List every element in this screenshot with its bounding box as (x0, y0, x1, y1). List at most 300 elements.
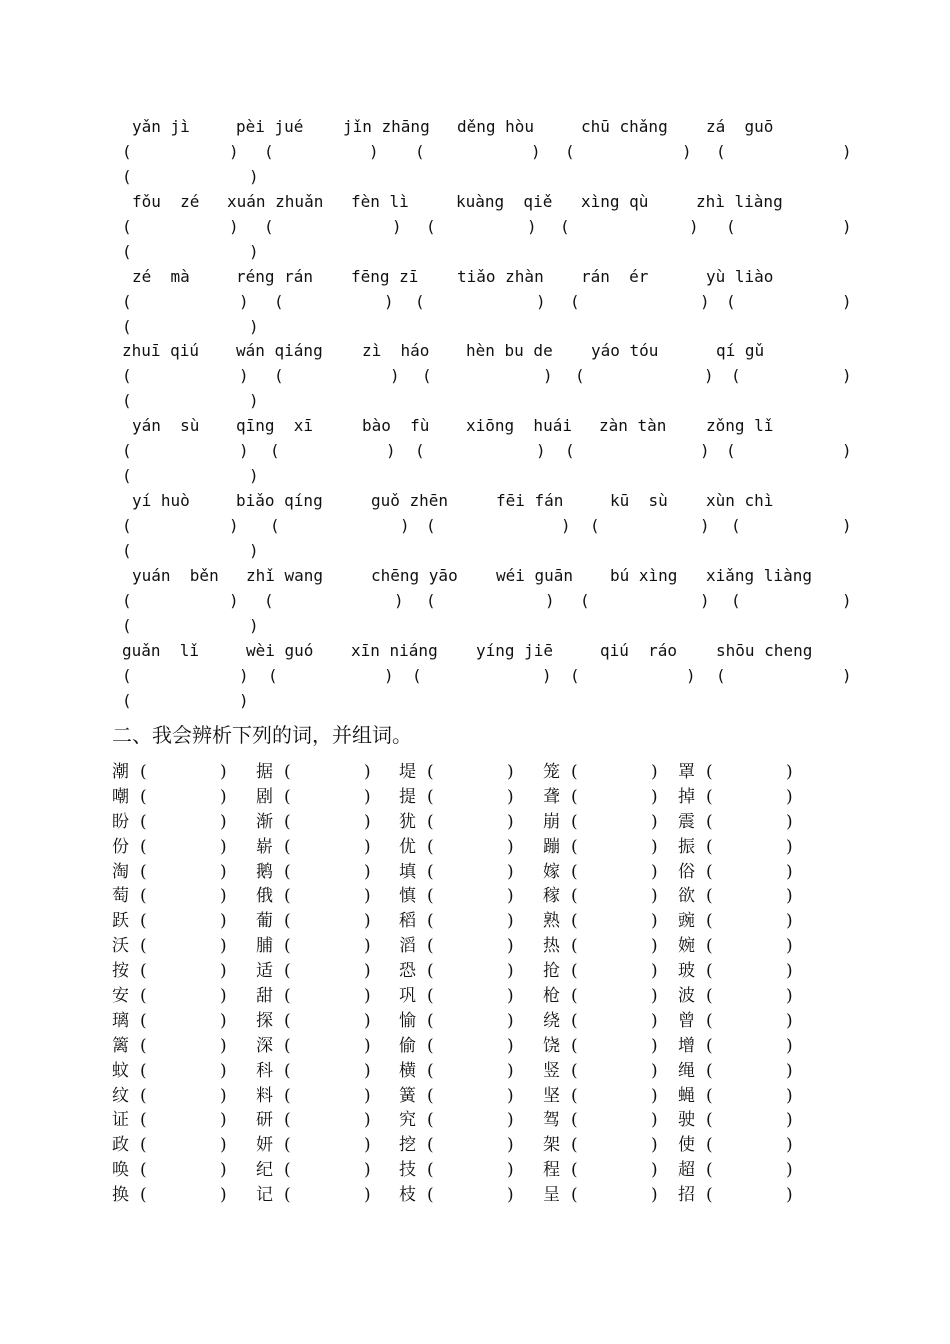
char-row (112, 810, 812, 835)
char-row (112, 1158, 812, 1183)
pinyin-word: qí gǔ (716, 341, 765, 361)
close-paren: ) (682, 142, 692, 161)
open-paren: ( (122, 316, 132, 336)
open-paren: ( (284, 1135, 291, 1156)
open-paren: ( (427, 961, 434, 982)
pinyin-word: kū sù (610, 491, 668, 510)
open-paren: ( (284, 1110, 291, 1131)
open-paren: ( (565, 142, 575, 161)
close-paren: ) (249, 615, 259, 635)
target-character: 提 (399, 786, 416, 807)
target-character: 堤 (399, 762, 416, 782)
pinyin-line (122, 639, 862, 663)
open-paren: ( (706, 986, 713, 1007)
open-paren: ( (570, 665, 580, 685)
answer-parentheses-line (122, 513, 862, 538)
close-paren: ) (220, 836, 227, 857)
char-row (112, 1009, 812, 1034)
target-character: 研 (256, 1110, 273, 1131)
close-paren: ) (507, 986, 514, 1007)
pinyin-word: jǐn zhāng (343, 117, 430, 136)
open-paren: ( (565, 441, 575, 461)
close-paren: ) (686, 665, 696, 685)
target-character: 料 (256, 1085, 273, 1106)
close-paren: ) (239, 665, 249, 685)
pinyin-word: fēi fán (496, 491, 564, 510)
open-paren: ( (571, 1035, 578, 1056)
open-paren: ( (284, 1185, 291, 1206)
close-paren: ) (842, 516, 852, 535)
pinyin-word: děng hòu (457, 117, 535, 136)
close-paren: ) (229, 142, 239, 161)
target-character: 程 (543, 1160, 560, 1181)
open-paren: ( (426, 516, 436, 535)
open-paren: ( (706, 1035, 713, 1056)
close-paren: ) (364, 1185, 371, 1206)
close-paren: ) (507, 1110, 514, 1131)
pinyin-word: wéi guān (496, 565, 574, 585)
open-paren: ( (274, 291, 284, 311)
open-paren: ( (706, 1135, 713, 1156)
open-paren: ( (415, 441, 425, 461)
close-paren: ) (249, 541, 259, 560)
open-paren: ( (284, 961, 291, 982)
close-paren: ) (700, 441, 710, 461)
open-paren: ( (284, 1060, 291, 1081)
char-row (112, 835, 812, 860)
close-paren: ) (220, 1135, 227, 1156)
open-paren: ( (122, 690, 132, 710)
target-character: 俗 (678, 861, 695, 882)
close-paren: ) (239, 291, 249, 311)
open-paren: ( (427, 911, 434, 932)
close-paren: ) (543, 366, 553, 386)
pinyin-word: fèn lì (351, 191, 409, 211)
target-character: 份 (112, 836, 129, 857)
pinyin-group (122, 414, 862, 488)
target-character: 璃 (112, 1010, 129, 1031)
pinyin-word: guǒ zhēn (371, 491, 449, 510)
open-paren: ( (706, 1185, 713, 1206)
char-row (112, 1059, 812, 1084)
open-paren: ( (284, 886, 291, 907)
open-paren: ( (706, 1160, 713, 1181)
close-paren: ) (507, 1010, 514, 1031)
pinyin-word: zǒng lǐ (706, 416, 774, 436)
target-character: 恐 (399, 961, 416, 982)
pinyin-word: zì háo (362, 341, 430, 361)
close-paren: ) (364, 762, 371, 782)
close-paren: ) (392, 216, 402, 236)
target-character: 绳 (678, 1060, 695, 1081)
open-paren: ( (580, 590, 590, 610)
close-paren: ) (786, 1185, 793, 1206)
close-paren: ) (220, 1110, 227, 1131)
target-character: 甜 (256, 986, 273, 1007)
pinyin-word: zá guō (706, 117, 774, 136)
pinyin-line (122, 190, 862, 214)
target-character: 安 (112, 986, 129, 1007)
close-paren: ) (220, 1085, 227, 1106)
target-character: 枪 (543, 986, 560, 1007)
open-paren: ( (122, 441, 132, 461)
close-paren: ) (507, 911, 514, 932)
target-character: 笼 (543, 762, 560, 782)
char-row (112, 884, 812, 909)
open-paren: ( (571, 836, 578, 857)
open-paren: ( (571, 961, 578, 982)
close-paren: ) (384, 291, 394, 311)
target-character: 挖 (399, 1135, 416, 1156)
close-paren: ) (689, 216, 699, 236)
open-paren: ( (726, 441, 736, 461)
char-row (112, 1108, 812, 1133)
close-paren: ) (400, 516, 410, 535)
open-paren: ( (284, 1035, 291, 1056)
target-character: 增 (678, 1035, 695, 1056)
open-paren: ( (571, 1185, 578, 1206)
open-paren: ( (284, 936, 291, 957)
close-paren: ) (651, 961, 658, 982)
close-paren: ) (364, 961, 371, 982)
close-paren: ) (364, 1060, 371, 1081)
open-paren: ( (706, 1110, 713, 1131)
open-paren: ( (706, 836, 713, 857)
open-paren: ( (140, 1110, 147, 1131)
target-character: 脯 (256, 936, 273, 957)
close-paren: ) (842, 665, 852, 685)
close-paren: ) (507, 786, 514, 807)
target-character: 填 (399, 861, 416, 882)
close-paren: ) (220, 886, 227, 907)
open-paren: ( (140, 1035, 147, 1056)
pinyin-word: pèi jué (236, 117, 304, 136)
open-paren: ( (427, 1085, 434, 1106)
pinyin-line (122, 564, 862, 588)
close-paren: ) (364, 911, 371, 932)
close-paren: ) (507, 1060, 514, 1081)
close-paren: ) (786, 961, 793, 982)
answer-parentheses-line (122, 538, 862, 563)
open-paren: ( (427, 1060, 434, 1081)
close-paren: ) (786, 1160, 793, 1181)
char-row (112, 860, 812, 885)
close-paren: ) (364, 1160, 371, 1181)
open-paren: ( (268, 665, 278, 685)
pinyin-word: zàn tàn (599, 416, 667, 436)
close-paren: ) (220, 936, 227, 957)
open-paren: ( (427, 1160, 434, 1181)
close-paren: ) (651, 1010, 658, 1031)
answer-parentheses-line (122, 438, 862, 463)
close-paren: ) (842, 216, 852, 236)
pinyin-word: xiǎng liàng (706, 565, 812, 585)
pinyin-word: zhǐ wang (246, 565, 324, 585)
close-paren: ) (786, 762, 793, 782)
close-paren: ) (239, 441, 249, 461)
close-paren: ) (507, 936, 514, 957)
close-paren: ) (527, 216, 537, 236)
open-paren: ( (706, 786, 713, 807)
target-character: 据 (256, 762, 273, 782)
answer-parentheses-line (122, 289, 862, 314)
pinyin-word: xuán zhuǎn (227, 191, 324, 211)
open-paren: ( (284, 1085, 291, 1106)
target-character: 剧 (256, 786, 273, 807)
open-paren: ( (284, 986, 291, 1007)
close-paren: ) (531, 142, 541, 161)
pinyin-word: tiǎo zhàn (457, 266, 544, 286)
open-paren: ( (422, 366, 432, 386)
open-paren: ( (427, 762, 434, 782)
close-paren: ) (220, 811, 227, 832)
open-paren: ( (571, 1085, 578, 1106)
pinyin-word: wán qiáng (236, 341, 323, 361)
answer-parentheses-line (122, 164, 862, 189)
target-character: 掉 (678, 786, 695, 807)
close-paren: ) (507, 1035, 514, 1056)
answer-parentheses-line (122, 613, 862, 638)
open-paren: ( (706, 961, 713, 982)
pinyin-word: yíng jiē (476, 640, 554, 660)
close-paren: ) (220, 1160, 227, 1181)
target-character: 驾 (543, 1110, 560, 1131)
open-paren: ( (575, 366, 585, 386)
target-character: 呈 (543, 1185, 560, 1206)
close-paren: ) (507, 1135, 514, 1156)
open-paren: ( (140, 1185, 147, 1206)
open-paren: ( (571, 811, 578, 832)
open-paren: ( (571, 861, 578, 882)
close-paren: ) (220, 911, 227, 932)
answer-parentheses-line (122, 139, 862, 164)
target-character: 熟 (543, 911, 560, 932)
close-paren: ) (229, 516, 239, 535)
pinyin-word: bào fù (362, 416, 430, 436)
target-character: 潮 (112, 762, 129, 782)
character-grid (112, 760, 812, 1208)
open-paren: ( (122, 665, 132, 685)
close-paren: ) (220, 1035, 227, 1056)
open-paren: ( (427, 786, 434, 807)
target-character: 饶 (543, 1035, 560, 1056)
close-paren: ) (507, 1160, 514, 1181)
open-paren: ( (427, 986, 434, 1007)
open-paren: ( (140, 811, 147, 832)
open-paren: ( (571, 911, 578, 932)
target-character: 纹 (112, 1085, 129, 1106)
open-paren: ( (427, 1185, 434, 1206)
close-paren: ) (507, 811, 514, 832)
open-paren: ( (706, 811, 713, 832)
close-paren: ) (786, 1010, 793, 1031)
answer-parentheses-line (122, 588, 862, 613)
open-paren: ( (706, 886, 713, 907)
close-paren: ) (700, 291, 710, 311)
open-paren: ( (122, 590, 132, 610)
pinyin-word: hèn bu de (466, 341, 553, 361)
close-paren: ) (651, 911, 658, 932)
target-character: 深 (256, 1035, 273, 1056)
target-character: 渐 (256, 811, 273, 832)
open-paren: ( (571, 1160, 578, 1181)
close-paren: ) (786, 836, 793, 857)
close-paren: ) (507, 961, 514, 982)
char-row (112, 1133, 812, 1158)
close-paren: ) (249, 391, 259, 411)
target-character: 崭 (256, 836, 273, 857)
open-paren: ( (590, 516, 600, 535)
open-paren: ( (122, 366, 132, 386)
pinyin-word: chēng yāo (371, 565, 458, 585)
answer-parentheses-line (122, 363, 862, 388)
open-paren: ( (284, 836, 291, 857)
open-paren: ( (426, 216, 436, 236)
open-paren: ( (122, 516, 132, 535)
char-row (112, 1183, 812, 1208)
target-character: 按 (112, 961, 129, 982)
close-paren: ) (651, 1060, 658, 1081)
close-paren: ) (239, 690, 249, 710)
target-character: 萄 (112, 886, 129, 907)
open-paren: ( (706, 762, 713, 782)
open-paren: ( (427, 1035, 434, 1056)
target-character: 热 (543, 936, 560, 957)
open-paren: ( (571, 1110, 578, 1131)
open-paren: ( (716, 142, 726, 161)
close-paren: ) (364, 936, 371, 957)
close-paren: ) (220, 786, 227, 807)
open-paren: ( (122, 142, 132, 161)
open-paren: ( (274, 366, 284, 386)
open-paren: ( (427, 886, 434, 907)
open-paren: ( (140, 1160, 147, 1181)
close-paren: ) (786, 911, 793, 932)
target-character: 招 (678, 1185, 695, 1206)
target-character: 震 (678, 811, 695, 832)
target-character: 超 (678, 1160, 695, 1181)
pinyin-word: shōu cheng (716, 640, 813, 660)
open-paren: ( (140, 836, 147, 857)
close-paren: ) (786, 1060, 793, 1081)
pinyin-word: chū chǎng (581, 117, 668, 136)
open-paren: ( (571, 1135, 578, 1156)
close-paren: ) (651, 1160, 658, 1181)
target-character: 滔 (399, 936, 416, 957)
open-paren: ( (706, 911, 713, 932)
open-paren: ( (284, 811, 291, 832)
close-paren: ) (507, 1085, 514, 1106)
open-paren: ( (122, 241, 132, 261)
open-paren: ( (427, 1010, 434, 1031)
close-paren: ) (220, 961, 227, 982)
pinyin-word: yán sù (132, 416, 200, 436)
pinyin-word: fēng zī (351, 266, 419, 286)
target-character: 稼 (543, 886, 560, 907)
open-paren: ( (427, 861, 434, 882)
char-row (112, 760, 812, 785)
open-paren: ( (726, 216, 736, 236)
open-paren: ( (270, 516, 280, 535)
close-paren: ) (364, 1110, 371, 1131)
pinyin-word: qiú ráo (600, 640, 678, 660)
pinyin-word: zhuī qiú (122, 341, 200, 361)
close-paren: ) (786, 811, 793, 832)
pinyin-line (122, 339, 862, 363)
target-character: 架 (543, 1135, 560, 1156)
pinyin-word: biǎo qíng (236, 491, 323, 510)
close-paren: ) (364, 836, 371, 857)
char-row (112, 909, 812, 934)
close-paren: ) (561, 516, 571, 535)
close-paren: ) (364, 786, 371, 807)
close-paren: ) (786, 986, 793, 1007)
target-character: 蹦 (543, 836, 560, 857)
close-paren: ) (394, 590, 404, 610)
close-paren: ) (842, 142, 852, 161)
target-character: 纪 (256, 1160, 273, 1181)
close-paren: ) (507, 861, 514, 882)
close-paren: ) (249, 241, 259, 261)
open-paren: ( (731, 590, 741, 610)
pinyin-word: bú xìng (610, 565, 678, 585)
open-paren: ( (426, 590, 436, 610)
target-character: 枝 (399, 1185, 416, 1206)
target-character: 崩 (543, 811, 560, 832)
char-row (112, 1034, 812, 1059)
pinyin-word: zhì liàng (696, 191, 783, 211)
pinyin-word: xìng qù (581, 191, 649, 211)
close-paren: ) (507, 886, 514, 907)
open-paren: ( (264, 590, 274, 610)
target-character: 驶 (678, 1110, 695, 1131)
close-paren: ) (386, 441, 396, 461)
target-character: 蚊 (112, 1060, 129, 1081)
open-paren: ( (716, 665, 726, 685)
close-paren: ) (842, 441, 852, 461)
close-paren: ) (651, 1135, 658, 1156)
open-paren: ( (706, 861, 713, 882)
close-paren: ) (220, 861, 227, 882)
open-paren: ( (427, 836, 434, 857)
open-paren: ( (122, 291, 132, 311)
target-character: 巩 (399, 986, 416, 1007)
open-paren: ( (427, 936, 434, 957)
close-paren: ) (220, 762, 227, 782)
close-paren: ) (220, 1185, 227, 1206)
pinyin-word: zé mà (132, 266, 190, 286)
close-paren: ) (220, 1060, 227, 1081)
open-paren: ( (415, 142, 425, 161)
pinyin-word: guǎn lǐ (122, 640, 200, 660)
close-paren: ) (786, 1110, 793, 1131)
close-paren: ) (249, 316, 259, 336)
close-paren: ) (249, 466, 259, 486)
target-character: 使 (678, 1135, 695, 1156)
pinyin-word: yáo tóu (591, 341, 659, 361)
open-paren: ( (726, 291, 736, 311)
open-paren: ( (571, 986, 578, 1007)
target-character: 愉 (399, 1010, 416, 1031)
answer-parentheses-line (122, 388, 862, 413)
open-paren: ( (571, 1010, 578, 1031)
pinyin-group (122, 265, 862, 339)
target-character: 葡 (256, 911, 273, 932)
target-character: 科 (256, 1060, 273, 1081)
pinyin-group (122, 115, 862, 189)
close-paren: ) (369, 142, 379, 161)
open-paren: ( (284, 1010, 291, 1031)
